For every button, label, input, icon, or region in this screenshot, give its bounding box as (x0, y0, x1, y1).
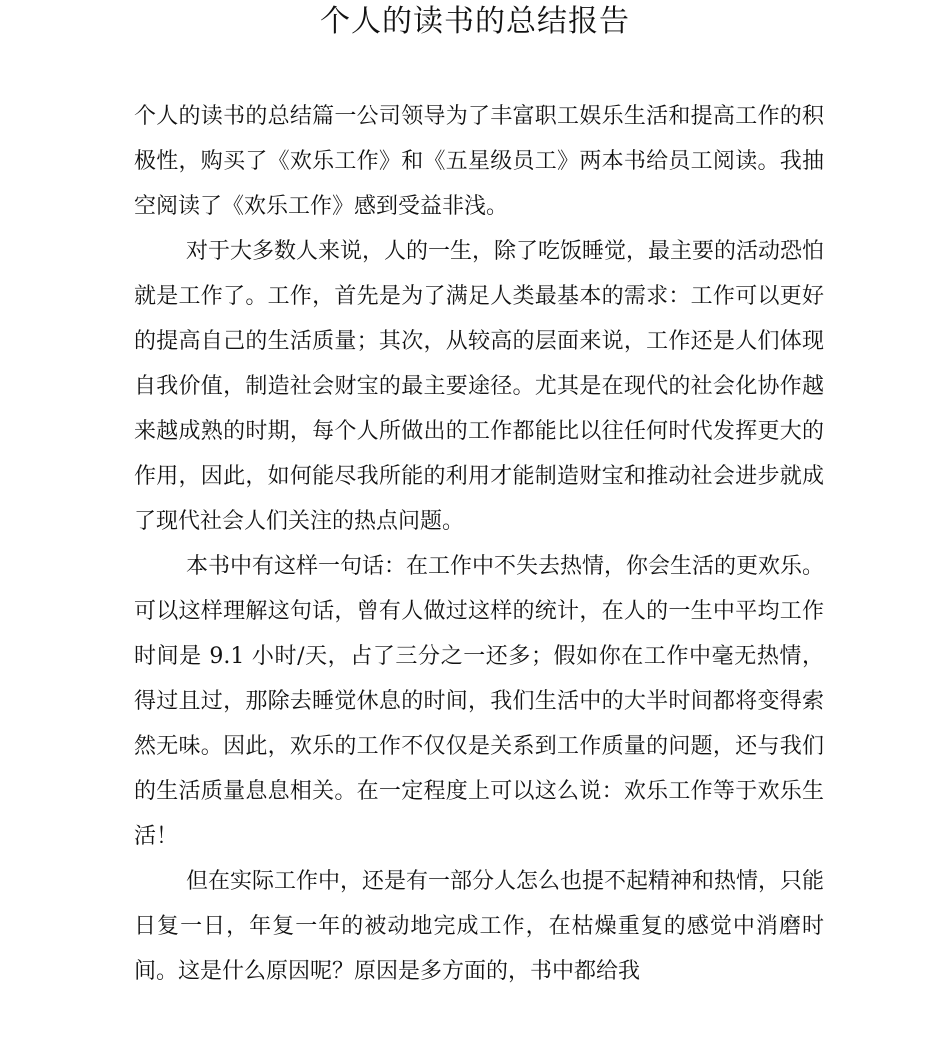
paragraph-3: 本书中有这样一句话：在工作中不失去热情，你会生活的更欢乐。可以这样理解这句话，曾有人做过这样的统计，在人的一生中平均工作时间是 9.1 小时/天，占了三分之一还多；假如你在工作中毫无热情，得过且过，那除去睡觉休息的时间，我们生活中的大半时间都将变得索然无味。因此，欢乐的工作不仅仅是关系到工作质量的问题，还与我们的生活质量息息相关。在一定程度上可以这么说：欢乐工作等于欢乐生活！ (134, 554, 825, 849)
paragraph-4: 但在实际工作中，还是有一部分人怎么也提不起精神和热情，只能日复一日，年复一年的被动地完成工作，在枯燥重复的感觉中消磨时间。这是什么原因呢？原因是多方面的，书中都给我 (134, 869, 825, 984)
paragraph-1: 个人的读书的总结篇一公司领导为了丰富职工娱乐生活和提高工作的积极性，购买了《欢乐工作》和《五星级员工》两本书给员工阅读。我抽空阅读了《欢乐工作》感到受益非浅。 (134, 104, 824, 219)
paragraph-2: 对于大多数人来说，人的一生，除了吃饭睡觉，最主要的活动恐怕就是工作了。工作，首先是为了满足人类最基本的需求：工作可以更好的提高自己的生活质量；其次，从较高的层面来说，工作还是人们体现自我价值，制造社会财宝的最主要途径。尤其是在现代的社会化协作越来越成熟的时期，每个人所做出的工作都能比以往任何时代发挥更大的作用，因此，如何能尽我所能的利用才能制造财宝和推动社会进步就成了现代社会人们关注的热点问题。 (134, 239, 825, 534)
document-body (134, 94, 824, 994)
document-title: 个人的读书的总结报告 (320, 4, 630, 39)
